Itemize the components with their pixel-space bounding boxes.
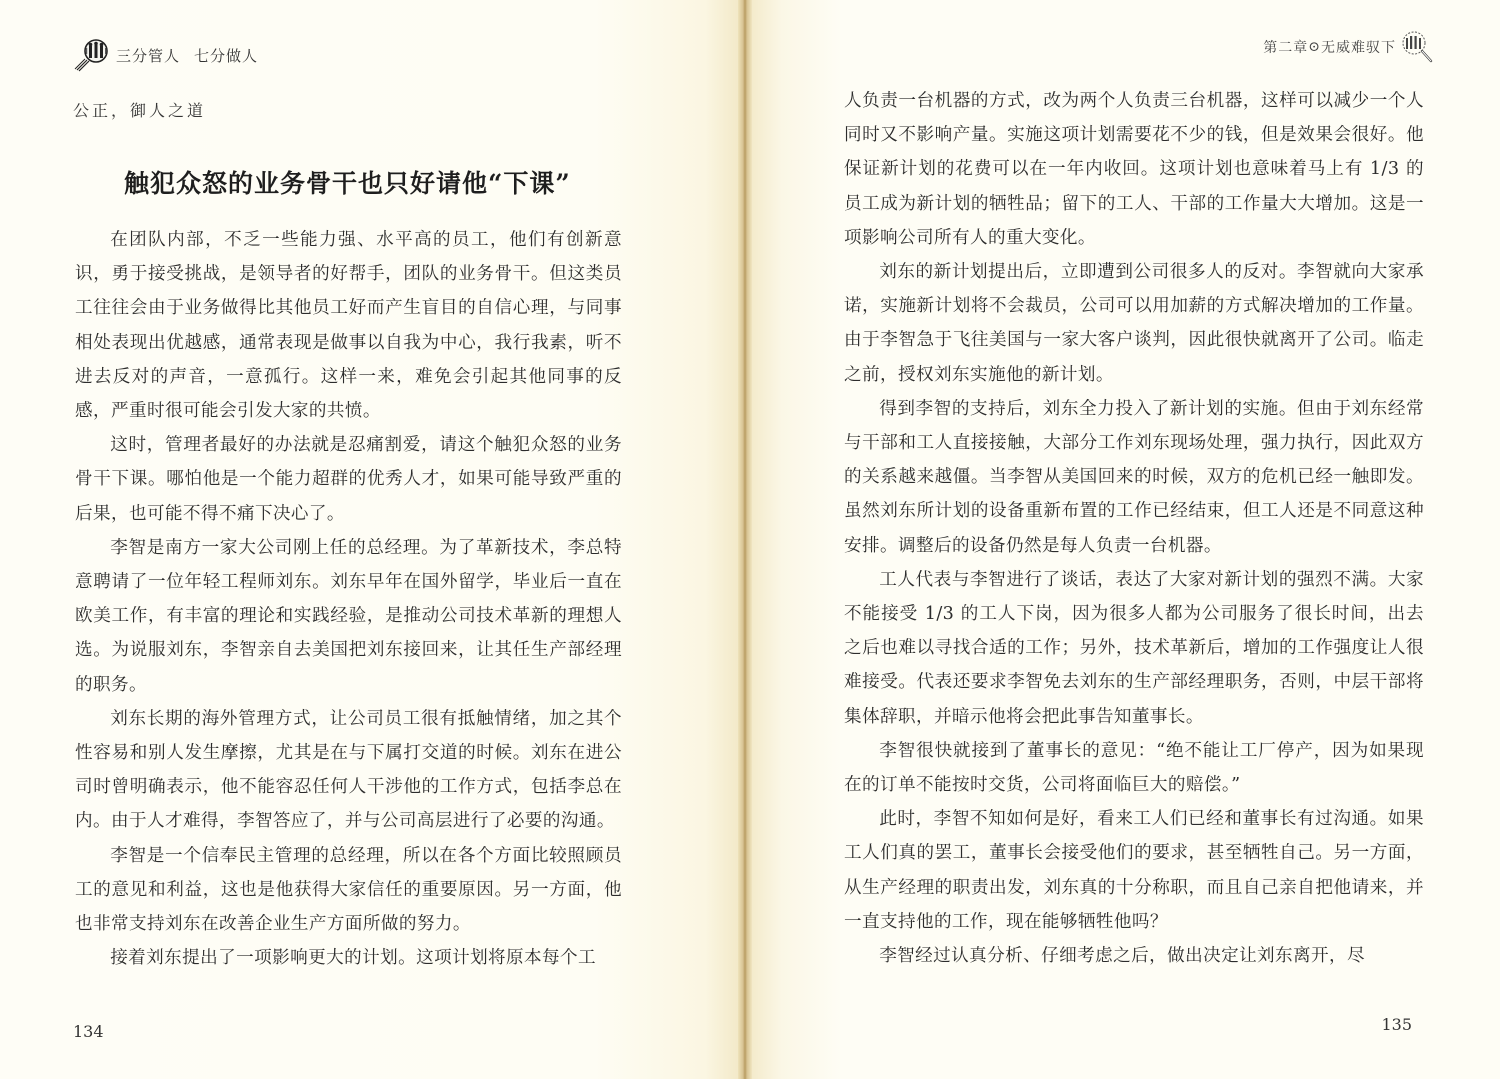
- paragraph: 此时，李智不知如何是好，看来工人们已经和董事长有过沟通。如果工人们真的罢工，董事长会接受他们的要求，甚至牺牲自己。另一方面，从生产经理的职责出发，刘东真的十分称职，而且自己亲自把他请来，并一直支持他的工作，现在能够牺牲他吗？: [844, 809, 1424, 932]
- magnifier-with-people-icon: [1400, 30, 1434, 64]
- chapter-number: 第二章: [1263, 40, 1309, 56]
- chapter-separator-icon: ⊙: [1308, 39, 1321, 55]
- paragraph: 李智是一个信奉民主管理的总经理，所以在各个方面比较照顾员工的意见和利益，这也是他获得大家信任的重要原因。另一方面，他也非常支持刘东在改善企业生产方面所做的努力。: [75, 845, 622, 935]
- paragraph: 得到李智的支持后，刘东全力投入了新计划的实施。但由于刘东经常与干部和工人直接接触，大部分工作刘东现场处理，强力执行，因此双方的关系越来越僵。当李智从美国回来的时候，双方的危机已经一触即发。虽然刘东所计划的设备重新布置的工作已经结束，但工人还是不同意这种安排。调整后的设备仍然是每人负责一台机器。: [844, 398, 1424, 556]
- paragraph: 人负责一台机器的方式，改为两个人负责三台机器，这样可以减少一个人同时又不影响产量。实施这项计划需要花不少的钱，但是效果会很好。他保证新计划的花费可以在一年内收回。这项计划也意味着马上有 1/3 的员工成为新计划的牺牲品；留下的工人、干部的工作量大大增加。这是一项影响公司所有人的重大变化。: [844, 91, 1424, 248]
- left-page: [0, 0, 742, 1079]
- paragraph: 李智很快就接到了董事长的意见：“绝不能让工厂停产，因为如果现在的订单不能按时交货，公司将面临巨大的赔偿。”: [844, 740, 1424, 796]
- magnifier-with-people-icon: [72, 38, 112, 72]
- running-header-left: [72, 38, 258, 72]
- left-body-text: [75, 223, 622, 975]
- paragraph: 这时，管理者最好的办法就是忍痛割爱，请这个触犯众怒的业务骨干下课。哪怕他是一个能力超群的优秀人才，如果可能导致严重的后果，也可能不得不痛下决心了。: [75, 435, 622, 524]
- book-title-part1: 三分管人: [116, 46, 181, 65]
- section-label: 公正，御人之道: [73, 101, 207, 120]
- paragraph: 工人代表与李智进行了谈话，表达了大家对新计划的强烈不满。大家不能接受 1/3 的工人下岗，因为很多人都为公司服务了很长时间，出去之后也难以寻找合适的工作；另外，技术革新后，增加的工作强度让人很难接受。代表还要求李智免去刘东的生产部经理职务，否则，中层干部将集体辞职，并暗示他将会把此事告知董事长。: [844, 569, 1424, 727]
- right-page: [752, 0, 1500, 1079]
- book-title-part2: 七分做人: [194, 46, 259, 65]
- paragraph: 李智经过认真分析、仔细考虑之后，做出决定让刘东离开，尽: [879, 946, 1366, 967]
- paragraph: 接着刘东提出了一项影响更大的计划。这项计划将原本每个工: [110, 948, 597, 969]
- running-header-right: [1263, 30, 1434, 64]
- article-title: 触犯众怒的业务骨干也只好请他“下课”: [124, 169, 571, 198]
- page-number-left: 134: [73, 1022, 104, 1041]
- chapter-title: 无威难驭下: [1321, 40, 1396, 56]
- page-number-right: 135: [1381, 1015, 1412, 1034]
- paragraph: 李智是南方一家大公司刚上任的总经理。为了革新技术，李总特意聘请了一位年轻工程师刘东。刘东早年在国外留学，毕业后一直在欧美工作，有丰富的理论和实践经验，是推动公司技术革新的理想人选。为说服刘东，李智亲自去美国把刘东接回来，让其任生产部经理的职务。: [75, 537, 622, 695]
- paragraph: 刘东长期的海外管理方式，让公司员工很有抵触情绪，加之其个性容易和别人发生摩擦，尤其是在与下属打交道的时候。刘东在进公司时曾明确表示，他不能容忍任何人干涉他的工作方式，包括李总在内。由于人才难得，李智答应了，并与公司高层进行了必要的沟通。: [75, 708, 622, 832]
- paragraph: 刘东的新计划提出后，立即遭到公司很多人的反对。李智就向大家承诺，实施新计划将不会裁员，公司可以用加薪的方式解决增加的工作量。由于李智急于飞往美国与一家大客户谈判，因此很快就离开了公司。临走之前，授权刘东实施他的新计划。: [844, 262, 1424, 385]
- paragraph: 在团队内部，不乏一些能力强、水平高的员工，他们有创新意识，勇于接受挑战，是领导者的好帮手，团队的业务骨干。但这类员工往往会由于业务做得比其他员工好而产生盲目的自信心理，与同事相处表现出优越感，通常表现是做事以自我为中心，我行我素，听不进去反对的声音，一意孤行。这样一来，难免会引起其他同事的反感，严重时很可能会引发大家的共愤。: [75, 230, 622, 422]
- book-gutter: [738, 0, 752, 1079]
- right-body-text: [844, 84, 1424, 973]
